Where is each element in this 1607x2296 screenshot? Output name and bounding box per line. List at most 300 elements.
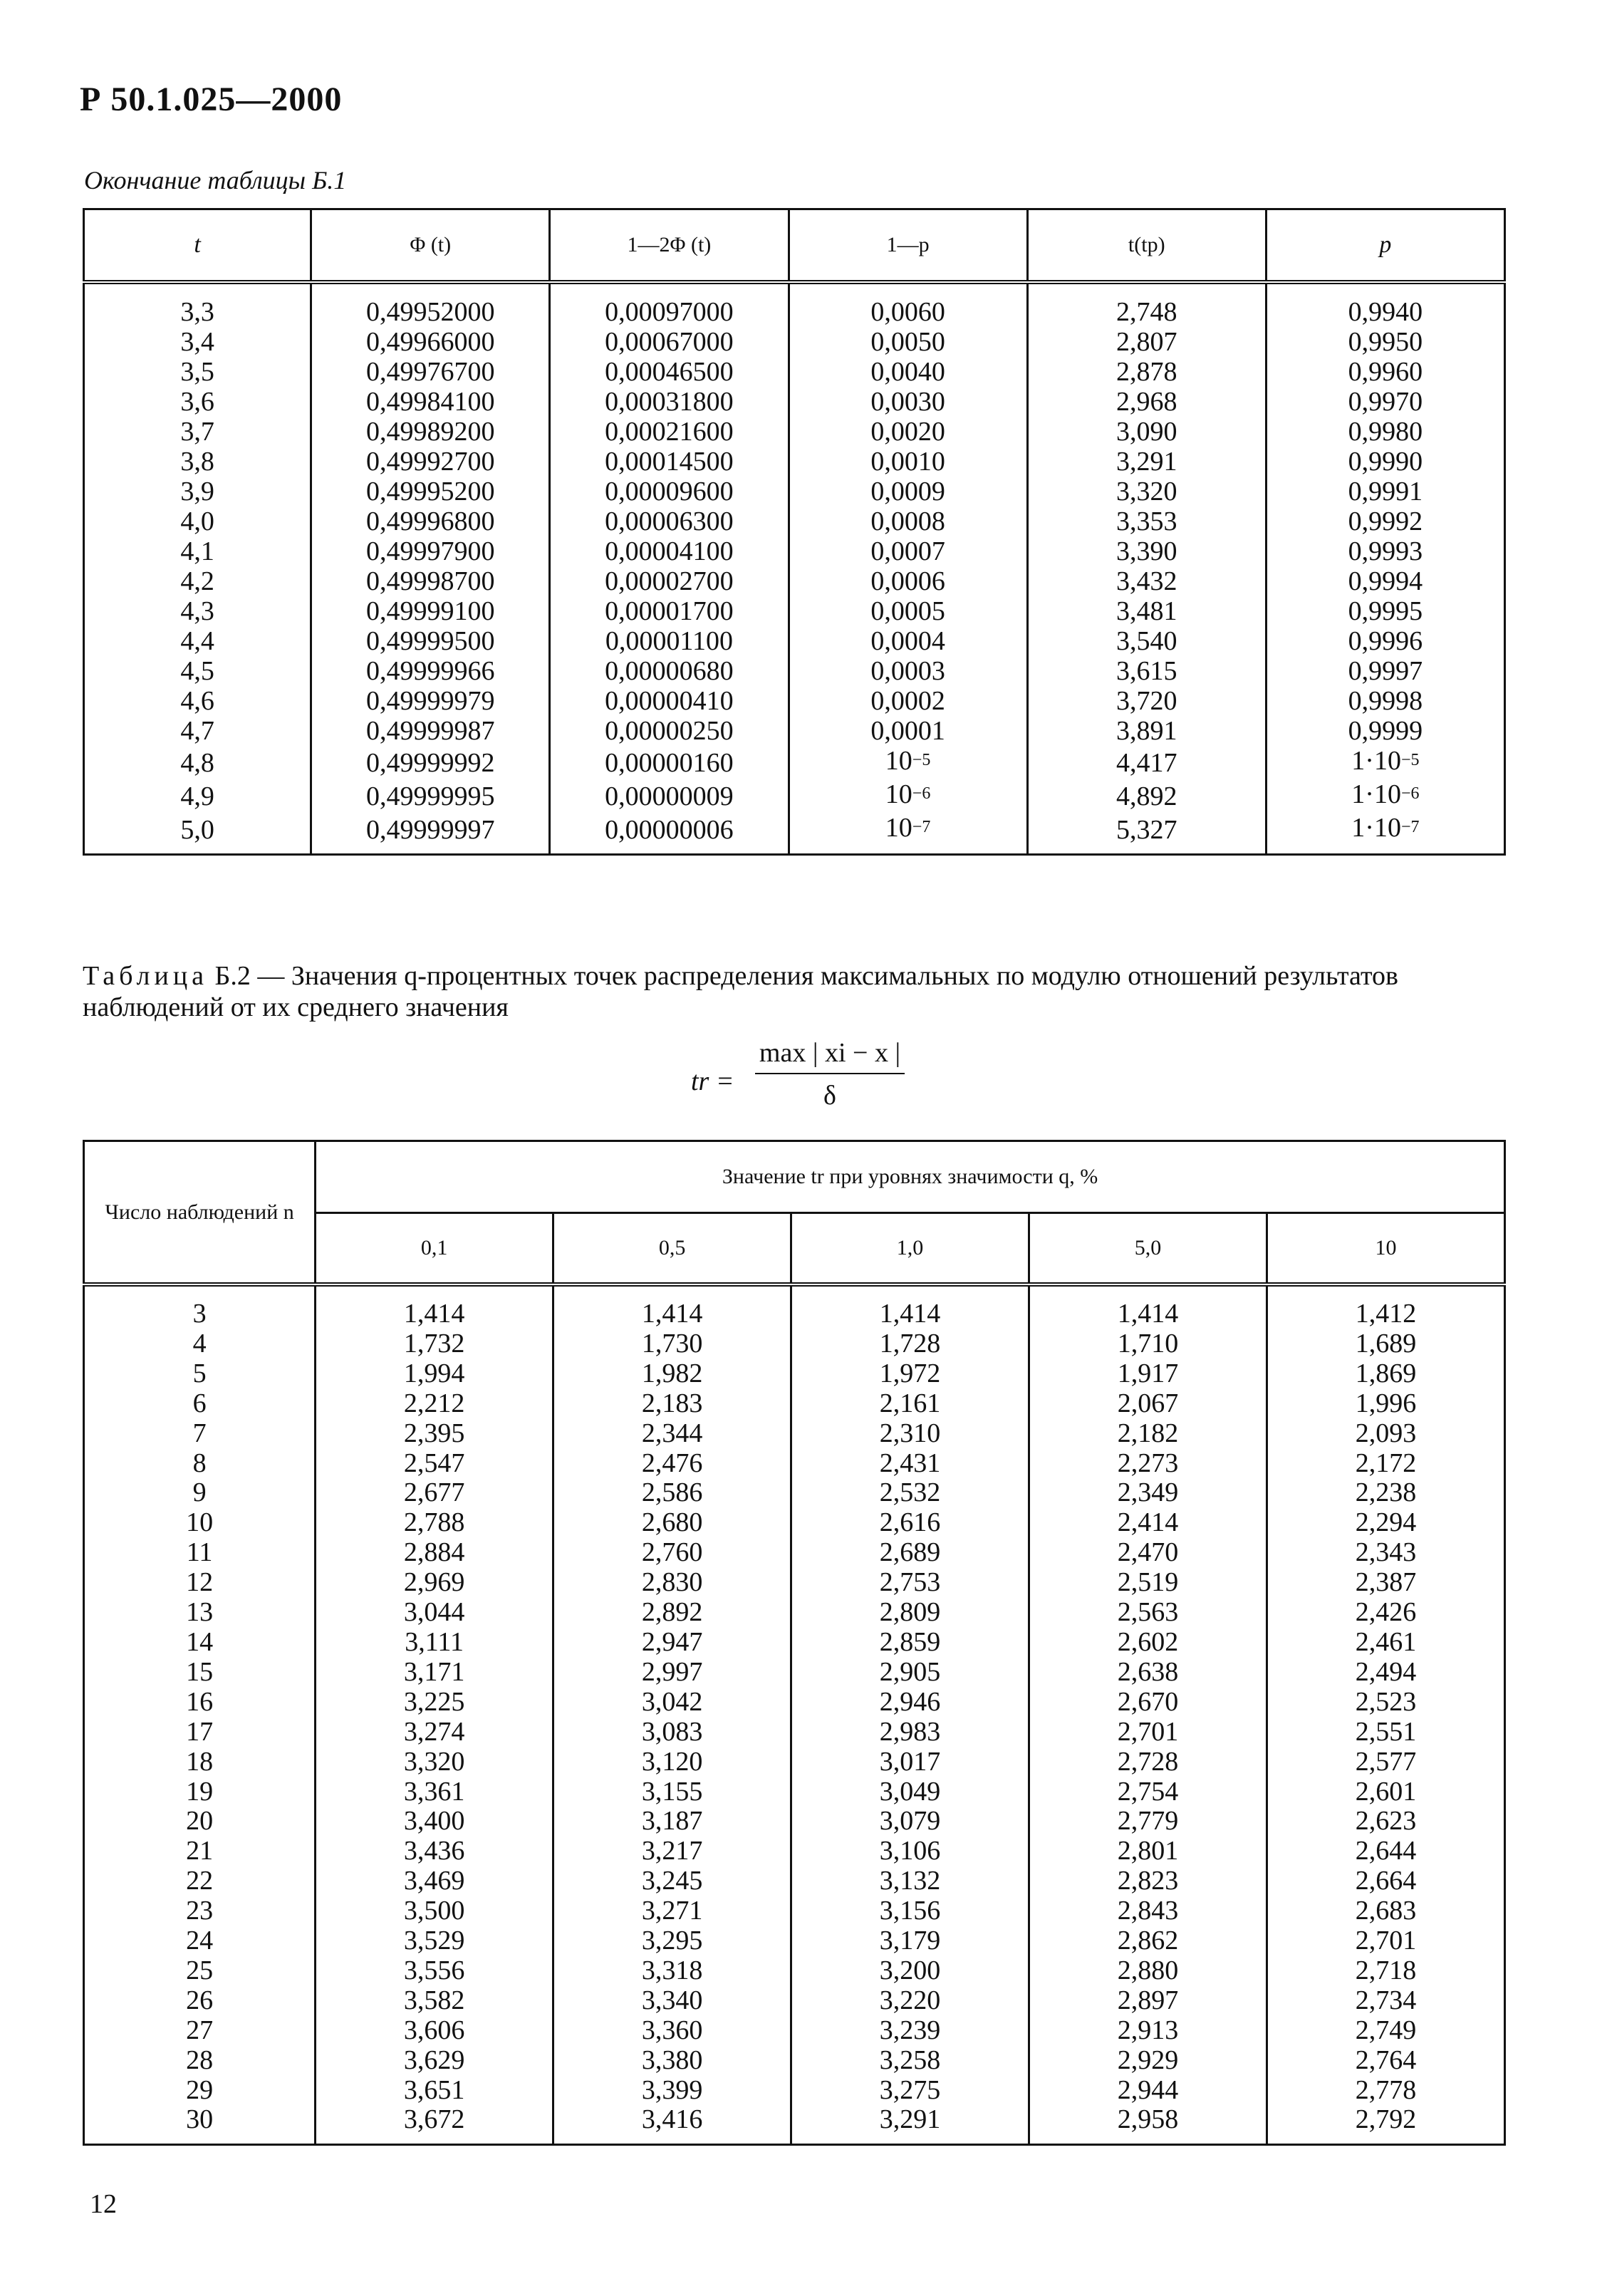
exponent: −6 <box>912 784 931 803</box>
table-cell: 3,400 <box>316 1807 553 1837</box>
table-cell: 2,748 <box>1027 282 1266 327</box>
table-cell: 17 <box>84 1718 316 1747</box>
table-cell: 3,318 <box>553 1956 791 1986</box>
table-cell: 0,00001700 <box>550 596 789 626</box>
table-cell: 0,0007 <box>789 536 1027 566</box>
table-cell: 2,426 <box>1267 1598 1504 1628</box>
table-cell: 19 <box>84 1777 316 1807</box>
table-cell: 3,079 <box>791 1807 1029 1837</box>
table-cell: 0,00000160 <box>550 746 789 779</box>
table-cell: 0,9970 <box>1266 387 1504 417</box>
table-cell: 2,801 <box>1029 1837 1267 1866</box>
table-cell: 4,6 <box>84 686 311 716</box>
table-cell: 0,0009 <box>789 477 1027 507</box>
table-cell: 0,9960 <box>1266 357 1504 387</box>
table-row <box>84 447 1505 477</box>
formula-fraction <box>755 1037 905 1111</box>
table-cell: 3,4 <box>84 327 311 357</box>
table-row <box>84 1359 1505 1389</box>
table-cell: 3,481 <box>1027 596 1266 626</box>
table-cell: 2,670 <box>1029 1688 1267 1718</box>
table-cell: 16 <box>84 1688 316 1718</box>
table-cell: 0,0001 <box>789 716 1027 746</box>
table-cell: 25 <box>84 1956 316 1986</box>
table-cell: 0,00067000 <box>550 327 789 357</box>
table-cell: 24 <box>84 1926 316 1956</box>
table-cell: 0,9999 <box>1266 716 1504 746</box>
table-row <box>84 1896 1505 1926</box>
table-row <box>84 1777 1505 1807</box>
table-cell: 3,275 <box>791 2076 1029 2106</box>
table-cell: 1,710 <box>1029 1329 1267 1359</box>
table-cell: 2,754 <box>1029 1777 1267 1807</box>
table-row <box>84 2105 1505 2144</box>
table-cell: 0,0060 <box>789 282 1027 327</box>
table2-title <box>83 960 1507 1023</box>
table-cell: 3,606 <box>316 2016 553 2046</box>
table-cell: 2,944 <box>1029 2076 1267 2106</box>
table2-header-n: Число наблюдений n <box>84 1141 316 1285</box>
table-row <box>84 417 1505 447</box>
table-cell: 2,968 <box>1027 387 1266 417</box>
table-cell: 4,9 <box>84 779 311 813</box>
table-cell: 2,859 <box>791 1628 1029 1658</box>
formula-lhs: tr = <box>691 1066 734 1096</box>
table-cell: 3,556 <box>316 1956 553 1986</box>
table-cell: 0,0010 <box>789 447 1027 477</box>
table-cell: 2,734 <box>1267 1986 1504 2016</box>
table-row <box>84 1419 1505 1449</box>
table-cell: 3,271 <box>553 1896 791 1926</box>
table-cell: 3,245 <box>553 1866 791 1896</box>
table-row <box>84 656 1505 686</box>
table-cell: 1,414 <box>791 1284 1029 1329</box>
table-cell: 2,880 <box>1029 1956 1267 1986</box>
table-cell: 2,644 <box>1267 1837 1504 1866</box>
table-cell: 2,523 <box>1267 1688 1504 1718</box>
table-cell: 2,677 <box>316 1478 553 1508</box>
table-cell: 0,49976700 <box>311 357 550 387</box>
table-cell: 3,582 <box>316 1986 553 2016</box>
table-cell: 3,5 <box>84 357 311 387</box>
table-cell: 2,182 <box>1029 1419 1267 1449</box>
table-cell: 26 <box>84 1986 316 2016</box>
table-row <box>84 2016 1505 2046</box>
table-cell: 3,291 <box>791 2105 1029 2144</box>
table-cell: 3,239 <box>791 2016 1029 2046</box>
table-cell: 29 <box>84 2076 316 2106</box>
table-row <box>84 1688 1505 1718</box>
table-cell: 21 <box>84 1837 316 1866</box>
table-cell: 2,760 <box>553 1538 791 1568</box>
table-cell: 3,090 <box>1027 417 1266 447</box>
table1-col-header: t(tp) <box>1027 209 1266 283</box>
table-cell: 2,830 <box>553 1568 791 1598</box>
table-cell: 3,044 <box>316 1598 553 1628</box>
table-cell: 3,469 <box>316 1866 553 1896</box>
table-cell: 0,49998700 <box>311 566 550 596</box>
table2-body <box>84 1284 1505 2145</box>
table1-col-header: t <box>84 209 311 283</box>
table-cell: 2,212 <box>316 1389 553 1419</box>
table-cell: 0,49996800 <box>311 507 550 536</box>
table-cell: 0,0030 <box>789 387 1027 417</box>
table-cell: $1\cdot 10^{-6}$ <box>1266 779 1504 813</box>
table-cell: 1,689 <box>1267 1329 1504 1359</box>
table-cell: 2,969 <box>316 1568 553 1598</box>
table-cell: 2,273 <box>1029 1449 1267 1479</box>
table-cell: 0,0002 <box>789 686 1027 716</box>
table1-header-row <box>84 209 1505 283</box>
table-cell: 28 <box>84 2046 316 2076</box>
table-cell: 2,161 <box>791 1389 1029 1419</box>
table-cell: 1,917 <box>1029 1359 1267 1389</box>
table-cell: 0,49999966 <box>311 656 550 686</box>
table-cell: 1,732 <box>316 1329 553 1359</box>
table2-level-header: 0,5 <box>553 1213 791 1285</box>
table-cell: 4,0 <box>84 507 311 536</box>
table-cell: 0,9992 <box>1266 507 1504 536</box>
table-cell: 1,994 <box>316 1359 553 1389</box>
table-cell: 2,946 <box>791 1688 1029 1718</box>
table-cell: 2,414 <box>1029 1508 1267 1538</box>
table2-title-label: Таблица <box>83 961 209 991</box>
table-cell: 3,171 <box>316 1658 553 1688</box>
table-cell: 0,9995 <box>1266 596 1504 626</box>
table-row <box>84 1837 1505 1866</box>
table-cell: 3,320 <box>316 1747 553 1777</box>
table-cell: 3,111 <box>316 1628 553 1658</box>
table-cell: 2,947 <box>553 1628 791 1658</box>
table-cell: 3,200 <box>791 1956 1029 1986</box>
table-row <box>84 1718 1505 1747</box>
table-cell: 3,3 <box>84 282 311 327</box>
table-cell: 3,360 <box>553 2016 791 2046</box>
table-cell: $1\cdot 10^{-5}$ <box>1266 746 1504 779</box>
table-cell: 1,414 <box>316 1284 553 1329</box>
table-cell: 0,0040 <box>789 357 1027 387</box>
table-row <box>84 1807 1505 1837</box>
table-cell: 3,320 <box>1027 477 1266 507</box>
table-cell: 10 <box>84 1508 316 1538</box>
table-row <box>84 477 1505 507</box>
table-cell: 3,6 <box>84 387 311 417</box>
table-cell: 9 <box>84 1478 316 1508</box>
table1-col-header: 1—p <box>789 209 1027 283</box>
table-row <box>84 1449 1505 1479</box>
table-cell: 3,380 <box>553 2046 791 2076</box>
table-row <box>84 536 1505 566</box>
table-cell: 2,183 <box>553 1389 791 1419</box>
table2-header-group: Значение tr при уровнях значимости q, % <box>316 1141 1505 1213</box>
table-cell: 0,00004100 <box>550 536 789 566</box>
table-cell: 0,0004 <box>789 626 1027 656</box>
table-row <box>84 327 1505 357</box>
table-row <box>84 357 1505 387</box>
table-cell: 2,172 <box>1267 1449 1504 1479</box>
table-cell: 3,353 <box>1027 507 1266 536</box>
table-cell: 2,807 <box>1027 327 1266 357</box>
table-cell: 3,432 <box>1027 566 1266 596</box>
table-cell: 3,629 <box>316 2046 553 2076</box>
table-cell: 2,623 <box>1267 1807 1504 1837</box>
table-cell: 0,9990 <box>1266 447 1504 477</box>
table-cell: 0,00002700 <box>550 566 789 596</box>
exponent: −6 <box>1400 784 1420 803</box>
page-number: 12 <box>90 2189 117 2219</box>
table-cell: 0,49999987 <box>311 716 550 746</box>
table-cell: 22 <box>84 1866 316 1896</box>
table-cell: 3,225 <box>316 1688 553 1718</box>
table-cell: 2,476 <box>553 1449 791 1479</box>
table-cell: 3,106 <box>791 1837 1029 1866</box>
table-cell: 0,00000009 <box>550 779 789 813</box>
table2-level-header: 0,1 <box>316 1213 553 1285</box>
table-cell: 3,132 <box>791 1866 1029 1896</box>
table-cell: 0,00031800 <box>550 387 789 417</box>
table-row <box>84 387 1505 417</box>
table-cell: 1,869 <box>1267 1359 1504 1389</box>
table-cell: 3,340 <box>553 1986 791 2016</box>
table-cell: 0,49999979 <box>311 686 550 716</box>
table-cell: 3,361 <box>316 1777 553 1807</box>
table1-col-header: 1—2Φ (t) <box>550 209 789 283</box>
table-cell: 0,00046500 <box>550 357 789 387</box>
table-cell: 0,9993 <box>1266 536 1504 566</box>
table-cell: 2,689 <box>791 1538 1029 1568</box>
table-cell: 2,792 <box>1267 2105 1504 2144</box>
table-row <box>84 686 1505 716</box>
table-cell: 0,49992700 <box>311 447 550 477</box>
table-cell: 1,972 <box>791 1359 1029 1389</box>
table-cell: 5,0 <box>84 813 311 855</box>
table-cell: 2,823 <box>1029 1866 1267 1896</box>
table-cell: 3,187 <box>553 1807 791 1837</box>
table-row <box>84 779 1505 813</box>
table-cell: 3,042 <box>553 1688 791 1718</box>
table-cell: 2,718 <box>1267 1956 1504 1986</box>
table-cell: 2,862 <box>1029 1926 1267 1956</box>
table-cell: 0,9994 <box>1266 566 1504 596</box>
table-cell: 0,9998 <box>1266 686 1504 716</box>
table-cell: 4,892 <box>1027 779 1266 813</box>
table-row <box>84 1568 1505 1598</box>
table-row <box>84 1598 1505 1628</box>
table-b2 <box>83 1140 1506 2146</box>
table-cell: 0,9980 <box>1266 417 1504 447</box>
table-cell: 2,749 <box>1267 2016 1504 2046</box>
table-cell: 3,120 <box>553 1747 791 1777</box>
table-cell: 3,436 <box>316 1837 553 1866</box>
table-cell: 2,601 <box>1267 1777 1504 1807</box>
table-cell: 2,983 <box>791 1718 1029 1747</box>
table-cell: 3,390 <box>1027 536 1266 566</box>
table-cell: 0,00000410 <box>550 686 789 716</box>
table-cell: 3,416 <box>553 2105 791 2144</box>
table-cell: 0,0020 <box>789 417 1027 447</box>
table-row <box>84 2046 1505 2076</box>
table1-caption: Окончание таблицы Б.1 <box>84 166 347 194</box>
table-cell: 2,788 <box>316 1508 553 1538</box>
table2-level-header: 10 <box>1267 1213 1504 1285</box>
table-cell: 2,843 <box>1029 1896 1267 1926</box>
table-cell: 4 <box>84 1329 316 1359</box>
table-cell: 2,586 <box>553 1478 791 1508</box>
table-cell: 3,217 <box>553 1837 791 1866</box>
table-row <box>84 716 1505 746</box>
table-cell: 2,602 <box>1029 1628 1267 1658</box>
table-cell: 20 <box>84 1807 316 1837</box>
table-cell: 4,4 <box>84 626 311 656</box>
table-row <box>84 1866 1505 1896</box>
table-cell: 3,399 <box>553 2076 791 2106</box>
table-cell: 4,2 <box>84 566 311 596</box>
table-cell: 0,49999992 <box>311 746 550 779</box>
table-cell: 2,680 <box>553 1508 791 1538</box>
table-cell: 2,310 <box>791 1419 1029 1449</box>
table-cell: 0,0003 <box>789 656 1027 686</box>
table-cell: 3,9 <box>84 477 311 507</box>
table-cell: 3,291 <box>1027 447 1266 477</box>
table-cell: 1,728 <box>791 1329 1029 1359</box>
table-cell: 3,156 <box>791 1896 1029 1926</box>
table-cell: 2,067 <box>1029 1389 1267 1419</box>
table-cell: 2,547 <box>316 1449 553 1479</box>
table-cell: 0,0050 <box>789 327 1027 357</box>
table-row <box>84 1508 1505 1538</box>
table-cell: 3,540 <box>1027 626 1266 656</box>
table-cell: 0,49984100 <box>311 387 550 417</box>
table-cell: 2,913 <box>1029 2016 1267 2046</box>
table-cell: 0,0008 <box>789 507 1027 536</box>
table-row <box>84 507 1505 536</box>
table-cell: 3,049 <box>791 1777 1029 1807</box>
table-cell: 4,3 <box>84 596 311 626</box>
table-row <box>84 1628 1505 1658</box>
table-cell: 0,0006 <box>789 566 1027 596</box>
table-cell: $10^{-7}$ <box>789 813 1027 855</box>
table-cell: 2,532 <box>791 1478 1029 1508</box>
exponent: −5 <box>1400 751 1420 769</box>
table-row <box>84 1329 1505 1359</box>
table-cell: 3,017 <box>791 1747 1029 1777</box>
table-cell: 0,00097000 <box>550 282 789 327</box>
table-cell: 3,083 <box>553 1718 791 1747</box>
table-cell: 12 <box>84 1568 316 1598</box>
table-row <box>84 1389 1505 1419</box>
table-row <box>84 566 1505 596</box>
table-cell: 0,49966000 <box>311 327 550 357</box>
table-cell: 0,00001100 <box>550 626 789 656</box>
formula-denominator: δ <box>823 1081 836 1111</box>
table-cell: 0,9996 <box>1266 626 1504 656</box>
table-cell: 2,387 <box>1267 1568 1504 1598</box>
table-cell: 0,00000680 <box>550 656 789 686</box>
table-cell: 2,779 <box>1029 1807 1267 1837</box>
table1-col-header: p <box>1266 209 1504 283</box>
table-cell: 2,093 <box>1267 1419 1504 1449</box>
table-cell: 1,414 <box>553 1284 791 1329</box>
table-cell: 2,431 <box>791 1449 1029 1479</box>
table-cell: 3,8 <box>84 447 311 477</box>
table-cell: 2,929 <box>1029 2046 1267 2076</box>
table-cell: 3,274 <box>316 1718 553 1747</box>
table-row <box>84 1956 1505 1986</box>
table-cell: 0,49989200 <box>311 417 550 447</box>
table-cell: 0,9991 <box>1266 477 1504 507</box>
table-cell: 2,892 <box>553 1598 791 1628</box>
table-row <box>84 596 1505 626</box>
table-cell: 3,258 <box>791 2046 1029 2076</box>
table-cell: 2,997 <box>553 1658 791 1688</box>
table-cell: 3,651 <box>316 2076 553 2106</box>
table-cell: 0,00000006 <box>550 813 789 855</box>
table-cell: 2,753 <box>791 1568 1029 1598</box>
table-cell: 0,49952000 <box>311 282 550 327</box>
table-cell: $10^{-5}$ <box>789 746 1027 779</box>
table-cell: 3,672 <box>316 2105 553 2144</box>
table-cell: 1,730 <box>553 1329 791 1359</box>
table-cell: 3,220 <box>791 1986 1029 2016</box>
table1-col-header: Φ (t) <box>311 209 550 283</box>
table-cell: 2,470 <box>1029 1538 1267 1568</box>
table-cell: $1\cdot 10^{-7}$ <box>1266 813 1504 855</box>
table-cell: 0,49999500 <box>311 626 550 656</box>
table-cell: 0,9940 <box>1266 282 1504 327</box>
table-cell: 3,7 <box>84 417 311 447</box>
table-cell: 1,982 <box>553 1359 791 1389</box>
table2-title-text: Б.2 — Значения q-процентных точек распределения максимальных по модулю отношений результатов наблюдений от их среднего значения <box>83 961 1398 1022</box>
table-cell: 5 <box>84 1359 316 1389</box>
table-cell: 23 <box>84 1896 316 1926</box>
table-cell: 2,343 <box>1267 1538 1504 1568</box>
table-cell: 2,701 <box>1267 1926 1504 1956</box>
table-cell: 4,1 <box>84 536 311 566</box>
formula-numerator: max | xi − x | <box>755 1037 905 1074</box>
table-cell: 0,49999995 <box>311 779 550 813</box>
table-cell: 2,395 <box>316 1419 553 1449</box>
table-cell: 4,417 <box>1027 746 1266 779</box>
table-cell: 3,891 <box>1027 716 1266 746</box>
table-cell: 2,878 <box>1027 357 1266 387</box>
table-cell: 2,344 <box>553 1419 791 1449</box>
table-cell: 0,49995200 <box>311 477 550 507</box>
table-cell: 1,414 <box>1029 1284 1267 1329</box>
table-row <box>84 1658 1505 1688</box>
table-cell: 3,179 <box>791 1926 1029 1956</box>
table2-level-header: 1,0 <box>791 1213 1029 1285</box>
table-cell: 7 <box>84 1419 316 1449</box>
table-cell: 0,00014500 <box>550 447 789 477</box>
table-row <box>84 746 1505 779</box>
table-cell: 0,0005 <box>789 596 1027 626</box>
table-cell: 2,728 <box>1029 1747 1267 1777</box>
table-cell: 2,238 <box>1267 1478 1504 1508</box>
table-cell: 2,551 <box>1267 1718 1504 1747</box>
table-cell: 3,500 <box>316 1896 553 1926</box>
table-row <box>84 626 1505 656</box>
table-cell: 2,764 <box>1267 2046 1504 2076</box>
table-cell: 2,563 <box>1029 1598 1267 1628</box>
table-cell: 2,638 <box>1029 1658 1267 1688</box>
table-cell: 2,461 <box>1267 1628 1504 1658</box>
table-cell: 0,49997900 <box>311 536 550 566</box>
table-cell: 1,996 <box>1267 1389 1504 1419</box>
table-b1 <box>83 208 1506 856</box>
table-cell: 3,529 <box>316 1926 553 1956</box>
table-cell: 2,778 <box>1267 2076 1504 2106</box>
table-cell: 2,664 <box>1267 1866 1504 1896</box>
